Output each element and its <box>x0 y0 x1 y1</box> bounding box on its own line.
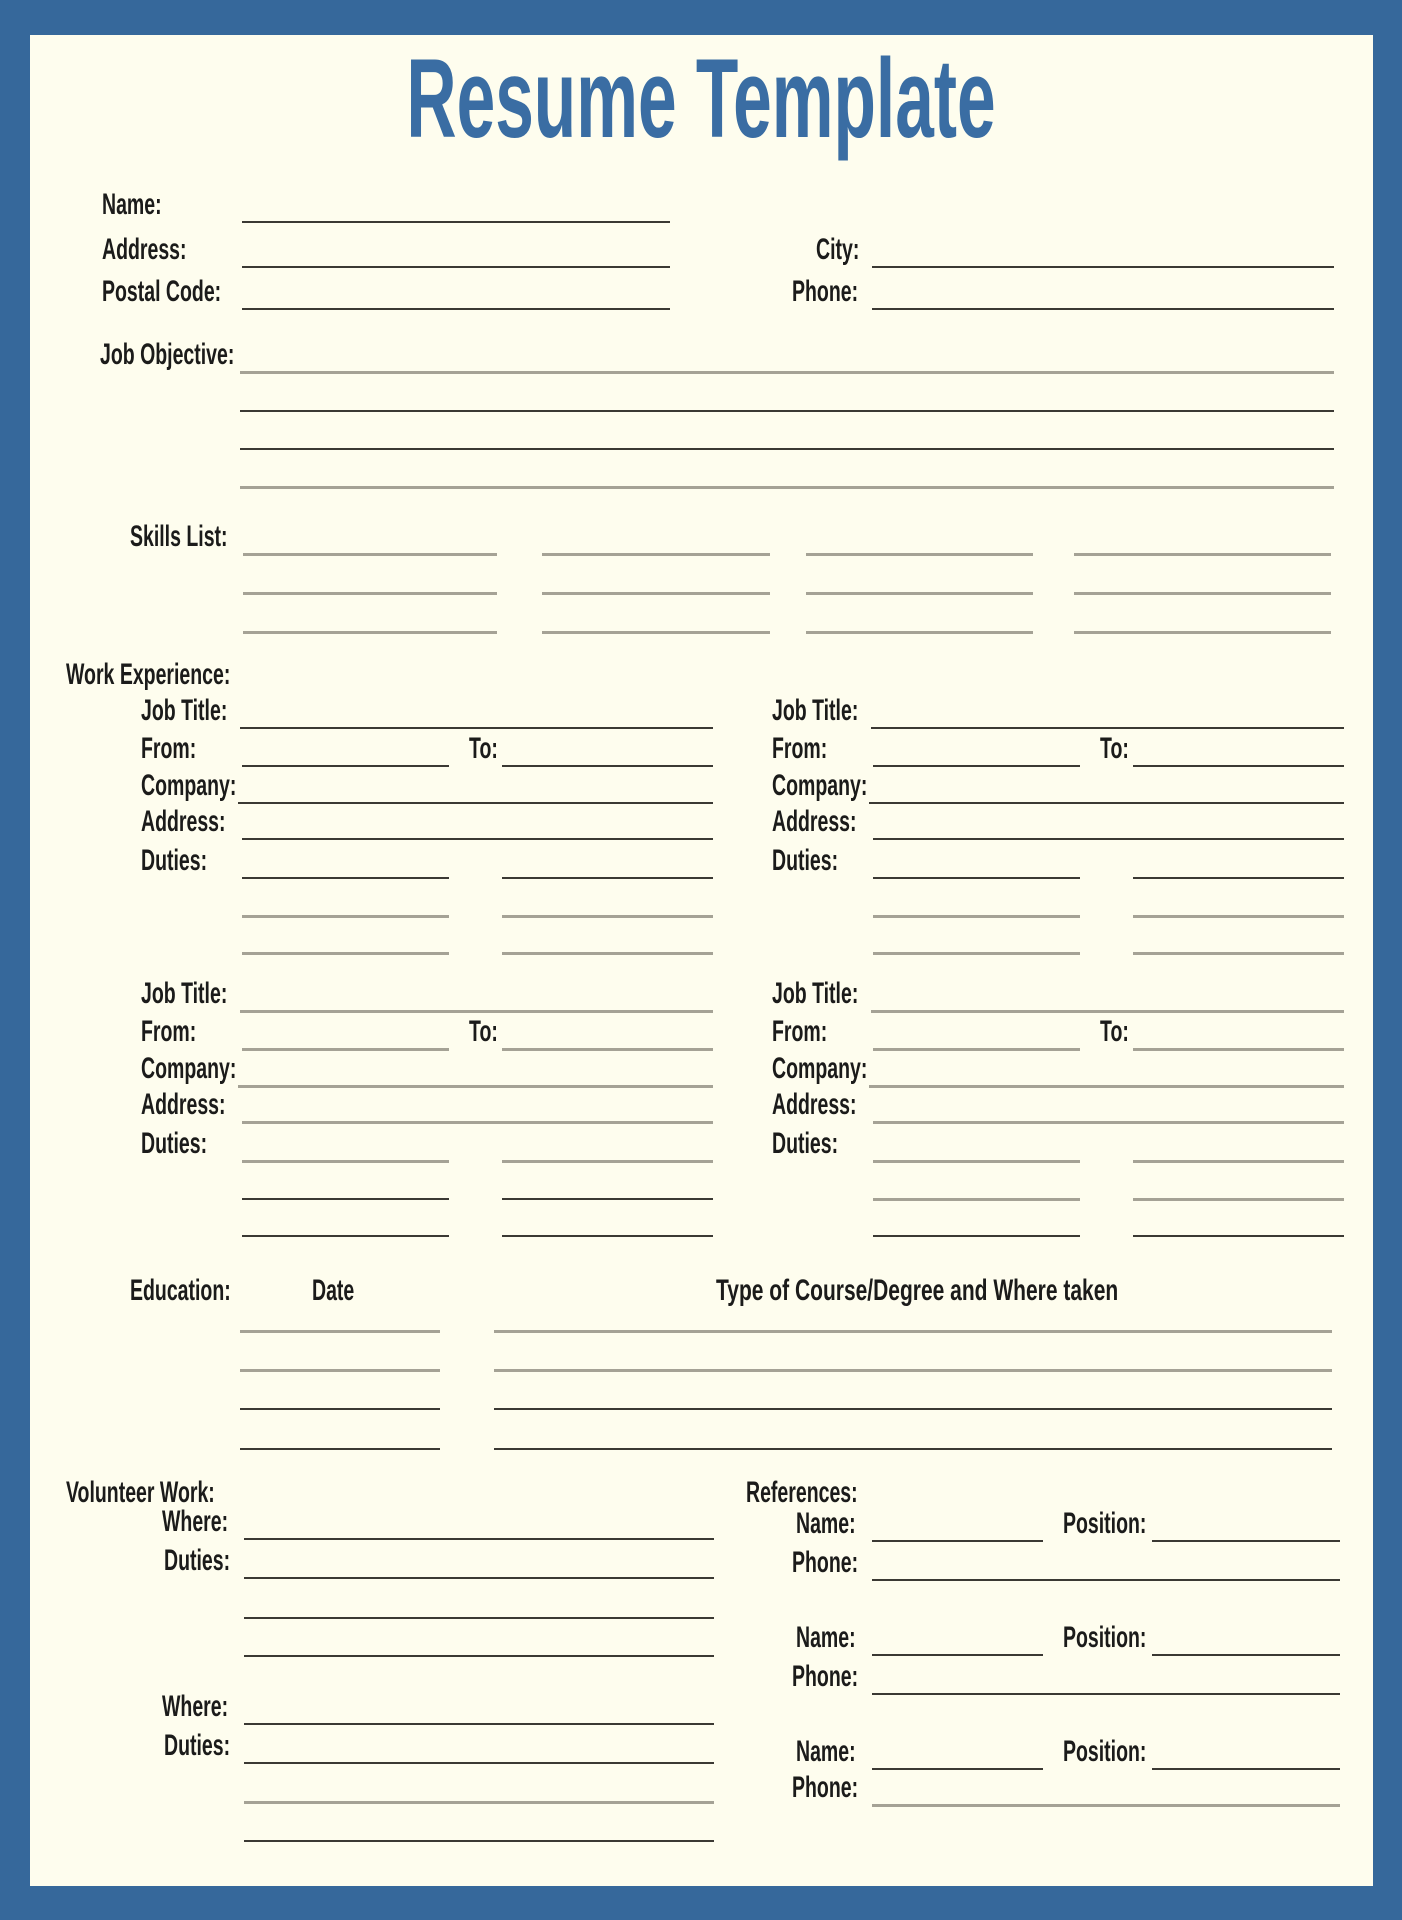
education-course-field[interactable] <box>494 1448 1332 1450</box>
work-address-field[interactable] <box>873 1121 1344 1124</box>
work-address-label: Address: <box>141 805 226 838</box>
duties-field[interactable] <box>242 1160 449 1163</box>
from-label: From: <box>772 732 828 765</box>
from-field[interactable] <box>873 765 1080 767</box>
to-label: To: <box>469 1015 498 1048</box>
skills-field[interactable] <box>542 631 770 634</box>
from-field[interactable] <box>873 1048 1080 1051</box>
reference-name-field[interactable] <box>872 1540 1043 1542</box>
reference-name-label: Name: <box>796 1507 856 1540</box>
duties-field[interactable] <box>502 952 713 955</box>
skills-field[interactable] <box>1074 631 1331 634</box>
education-date-field[interactable] <box>240 1369 440 1372</box>
to-label: To: <box>1100 1015 1129 1048</box>
reference-phone-field[interactable] <box>872 1804 1340 1807</box>
job-title-label: Job Title: <box>141 694 228 727</box>
duties-field[interactable] <box>873 1198 1080 1201</box>
company-field[interactable] <box>869 1085 1344 1088</box>
education-course-field[interactable] <box>494 1330 1332 1333</box>
reference-phone-field[interactable] <box>872 1693 1340 1695</box>
phone-label: Phone: <box>792 275 859 308</box>
education-course-header: Type of Course/Degree and Where taken <box>716 1274 1119 1307</box>
education-date-field[interactable] <box>240 1448 440 1450</box>
duties-field[interactable] <box>502 1198 713 1200</box>
reference-position-field[interactable] <box>1152 1540 1340 1542</box>
from-label: From: <box>772 1015 828 1048</box>
education-date-field[interactable] <box>240 1408 440 1410</box>
volunteer-duties-field[interactable] <box>244 1655 714 1657</box>
to-field[interactable] <box>1133 765 1344 767</box>
job-objective-field[interactable] <box>240 371 1334 374</box>
job-title-label: Job Title: <box>772 694 859 727</box>
duties-field[interactable] <box>873 952 1080 955</box>
work-block-2 <box>772 694 1392 967</box>
duties-label: Duties: <box>772 1127 839 1160</box>
duties-field[interactable] <box>873 1235 1080 1237</box>
job-objective-label: Job Objective: <box>100 338 235 371</box>
job-objective-field[interactable] <box>240 486 1334 489</box>
phone-field[interactable] <box>872 308 1334 310</box>
skills-field[interactable] <box>1074 592 1331 595</box>
reference-position-label: Position: <box>1063 1735 1147 1768</box>
company-label: Company: <box>141 1052 237 1085</box>
volunteer-duties-field[interactable] <box>244 1840 714 1842</box>
volunteer-duties-field[interactable] <box>244 1801 714 1804</box>
skills-field[interactable] <box>243 592 497 595</box>
to-field[interactable] <box>1133 1048 1344 1051</box>
reference-name-label: Name: <box>796 1621 856 1654</box>
to-label: To: <box>1100 732 1129 765</box>
volunteer-where-label: Where: <box>162 1505 229 1538</box>
reference-name-label: Name: <box>796 1735 856 1768</box>
skills-field[interactable] <box>806 592 1033 595</box>
to-field[interactable] <box>502 1048 713 1051</box>
work-block-3 <box>141 977 761 1250</box>
education-date-header: Date <box>312 1274 355 1307</box>
education-heading: Education: <box>130 1274 231 1307</box>
education-date-field[interactable] <box>240 1330 440 1333</box>
skills-field[interactable] <box>542 592 770 595</box>
volunteer-where-field[interactable] <box>244 1538 714 1540</box>
company-field[interactable] <box>238 1085 713 1088</box>
skills-list-label: Skills List: <box>130 520 228 553</box>
name-field[interactable] <box>242 221 670 223</box>
postal-code-field[interactable] <box>242 308 670 310</box>
reference-phone-label: Phone: <box>792 1660 859 1693</box>
skills-field[interactable] <box>243 631 497 634</box>
volunteer-where-field[interactable] <box>244 1723 714 1725</box>
job-title-label: Job Title: <box>141 977 228 1010</box>
volunteer-work-heading: Volunteer Work: <box>66 1476 215 1509</box>
duties-field[interactable] <box>1133 877 1344 879</box>
volunteer-where-label: Where: <box>162 1690 229 1723</box>
reference-position-label: Position: <box>1063 1621 1147 1654</box>
page-title: Resume Template <box>406 36 996 161</box>
address-label: Address: <box>102 233 187 266</box>
volunteer-duties-field[interactable] <box>244 1762 714 1764</box>
duties-field[interactable] <box>502 915 713 918</box>
volunteer-duties-label: Duties: <box>164 1729 231 1762</box>
reference-name-field[interactable] <box>872 1768 1043 1770</box>
job-objective-field[interactable] <box>240 448 1334 450</box>
duties-label: Duties: <box>141 844 208 877</box>
duties-label: Duties: <box>772 844 839 877</box>
duties-field[interactable] <box>242 952 449 955</box>
volunteer-duties-field[interactable] <box>244 1577 714 1579</box>
address-field[interactable] <box>242 266 670 268</box>
volunteer-duties-field[interactable] <box>244 1617 714 1619</box>
duties-field[interactable] <box>502 1160 713 1163</box>
job-title-field[interactable] <box>871 1010 1344 1013</box>
duties-field[interactable] <box>1133 1160 1344 1163</box>
reference-position-label: Position: <box>1063 1507 1147 1540</box>
job-title-label: Job Title: <box>772 977 859 1010</box>
duties-field[interactable] <box>242 1198 449 1200</box>
work-address-field[interactable] <box>242 1121 713 1124</box>
postal-code-label: Postal Code: <box>102 275 222 308</box>
education-course-field[interactable] <box>494 1369 1332 1372</box>
duties-field[interactable] <box>873 1160 1080 1163</box>
duties-field[interactable] <box>242 877 449 879</box>
reference-name-field[interactable] <box>872 1654 1043 1656</box>
work-address-label: Address: <box>772 805 857 838</box>
company-label: Company: <box>141 769 237 802</box>
volunteer-duties-label: Duties: <box>164 1544 231 1577</box>
duties-field[interactable] <box>1133 1198 1344 1201</box>
duties-field[interactable] <box>1133 915 1344 918</box>
work-address-label: Address: <box>772 1088 857 1121</box>
company-field[interactable] <box>869 802 1344 804</box>
reference-position-field[interactable] <box>1152 1654 1340 1656</box>
company-label: Company: <box>772 769 868 802</box>
skills-field[interactable] <box>243 553 497 556</box>
duties-field[interactable] <box>873 915 1080 918</box>
from-field[interactable] <box>242 1048 449 1051</box>
city-field[interactable] <box>872 266 1334 268</box>
duties-field[interactable] <box>242 1235 449 1237</box>
work-block-1 <box>141 694 761 967</box>
work-address-field[interactable] <box>242 838 713 840</box>
from-label: From: <box>141 1015 197 1048</box>
company-field[interactable] <box>238 802 713 804</box>
job-objective-field[interactable] <box>240 410 1334 412</box>
skills-field[interactable] <box>806 631 1033 634</box>
work-experience-heading: Work Experience: <box>66 658 231 691</box>
duties-field[interactable] <box>502 1235 713 1237</box>
job-title-field[interactable] <box>240 1010 713 1013</box>
skills-field[interactable] <box>542 553 770 556</box>
reference-phone-field[interactable] <box>872 1579 1340 1581</box>
from-label: From: <box>141 732 197 765</box>
duties-field[interactable] <box>1133 1235 1344 1237</box>
from-field[interactable] <box>242 765 449 767</box>
duties-field[interactable] <box>873 877 1080 879</box>
job-title-field[interactable] <box>240 727 713 729</box>
to-field[interactable] <box>502 765 713 767</box>
reference-position-field[interactable] <box>1152 1768 1340 1770</box>
work-address-label: Address: <box>141 1088 226 1121</box>
job-title-field[interactable] <box>871 727 1344 729</box>
skills-field[interactable] <box>806 553 1033 556</box>
duties-field[interactable] <box>1133 952 1344 955</box>
duties-field[interactable] <box>502 877 713 879</box>
skills-field[interactable] <box>1074 553 1331 556</box>
city-label: City: <box>816 233 860 266</box>
duties-field[interactable] <box>242 915 449 918</box>
work-address-field[interactable] <box>873 838 1344 840</box>
to-label: To: <box>469 732 498 765</box>
company-label: Company: <box>772 1052 868 1085</box>
reference-phone-label: Phone: <box>792 1771 859 1804</box>
duties-label: Duties: <box>141 1127 208 1160</box>
name-label: Name: <box>102 188 162 221</box>
reference-phone-label: Phone: <box>792 1546 859 1579</box>
education-course-field[interactable] <box>494 1408 1332 1410</box>
work-block-4 <box>772 977 1392 1250</box>
references-heading: References: <box>746 1476 858 1509</box>
